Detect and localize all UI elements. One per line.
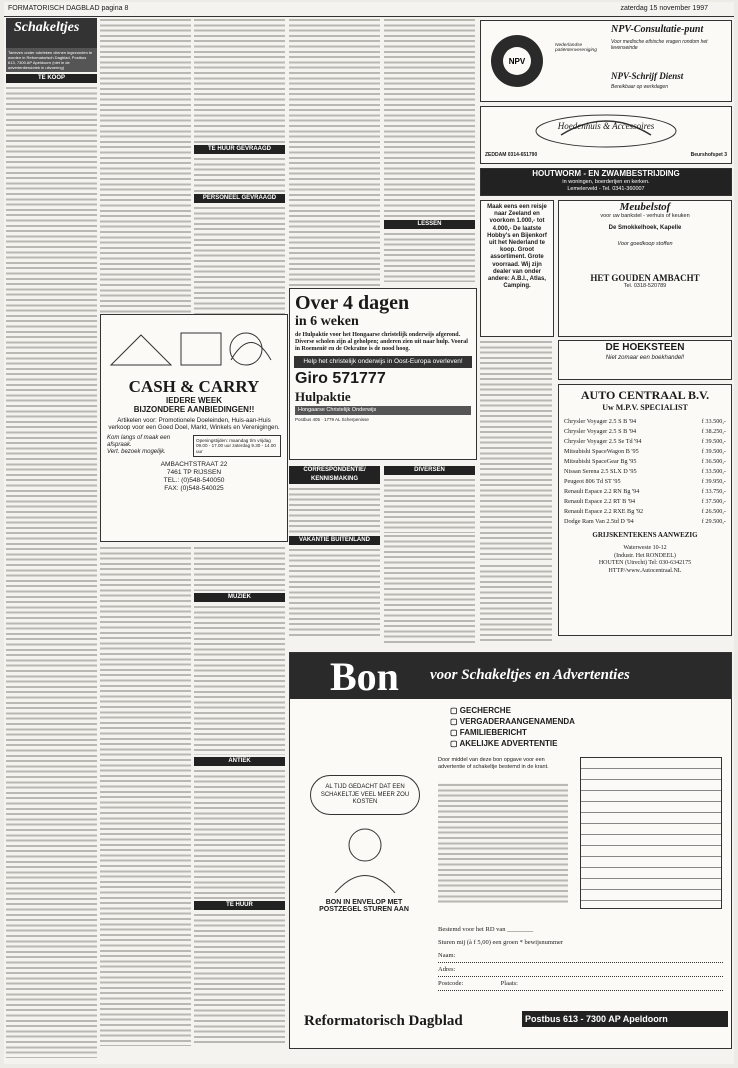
bon-sub: voor Schakeltjes en Advertenties	[430, 667, 630, 683]
classifieds-text	[384, 232, 475, 282]
bon-bubble: AL TIJD GEDACHT DAT EEN SCHAKELTJE VEEL MEER ZOU KOSTEN	[310, 775, 420, 815]
hulpaktie-title: Over 4 dagen	[295, 292, 410, 314]
hoedenhuis-foot2: Beurshofspet 3	[690, 152, 727, 158]
bon-options	[450, 705, 720, 749]
hulpaktie-foot: Postbus 405 · 1779 AL Scherpenisse	[295, 416, 369, 422]
car-price: f 29.500,-	[701, 518, 726, 525]
npv-dienst-sub: Bereikbaar op werkdagen	[611, 84, 668, 90]
hulpaktie-giro: Giro 571777	[295, 369, 386, 387]
column-5-middle	[384, 464, 475, 534]
auto-loc: Waterweste 10-12	[623, 545, 667, 551]
bon-envelope-text: BON IN ENVELOP MET POSTZEGEL STUREN AAN	[319, 899, 409, 913]
hulpaktie-name: Hulpaktie	[295, 388, 351, 404]
bon-paper: Reformatorisch Dagblad	[304, 1013, 463, 1029]
cash-addr1: AMBACHTSTRAAT 22	[160, 461, 228, 469]
car-price: f 37.500,-	[701, 498, 726, 505]
car-price: f 33.500,-	[701, 418, 726, 425]
section-te-huur: TE HUUR	[194, 901, 285, 910]
person-illustration	[310, 823, 420, 893]
classifieds-text	[289, 18, 380, 288]
cash-sub: IEDERE WEEK	[165, 396, 222, 405]
right-classifieds	[480, 340, 552, 560]
car-model: Dodge Ram Van 2.5td D '94	[564, 518, 634, 525]
car-row	[563, 437, 727, 447]
right-classifieds-2	[480, 564, 552, 644]
car-model: Renault Espace 2.2 RXE Bg '92	[564, 508, 644, 515]
classifieds-text	[480, 564, 552, 644]
classifieds-text	[384, 534, 475, 644]
hoedenhuis-ad	[480, 106, 732, 164]
car-price: f 33.750,-	[701, 488, 726, 495]
auto-mid: GRIJSKENTEKENS AANWEZIG	[592, 531, 698, 539]
car-row	[563, 487, 727, 497]
car-model: Peugeot 806 Td ST '95	[564, 478, 621, 485]
hulpaktie-band: Help het christelijk onderwijs in Oost-Europa overleven!	[294, 356, 472, 368]
car-row	[563, 457, 727, 467]
npv-logo-icon	[487, 31, 547, 91]
auto-car-table	[563, 417, 727, 527]
cash-addr2: 7461 TP RIJSSEN	[166, 469, 222, 477]
car-model: Chrysler Voyager 2.5 S B '94	[564, 418, 637, 425]
newspaper-page	[4, 2, 734, 1064]
section-lessen: LESSEN	[384, 220, 475, 229]
meubel-sub: voor uw bankstel - verhuis of keuken	[600, 213, 690, 219]
bon-title: Bon	[330, 654, 399, 699]
section-muziek: MUZIEK	[194, 593, 285, 602]
hoeksteen-title: DE HOEKSTEEN	[605, 342, 685, 353]
column-5-lower	[384, 534, 475, 644]
schakeltjes-intro: Tarieven onder rubrieken clienen ingezonden te worden in Reformatorisch Dagblad, Postbus 613, 7300 AP Apeldoorn (niet in de advertentierubriek in uitvoering)	[6, 48, 97, 72]
column-4-middle	[289, 464, 380, 534]
bon-form-name[interactable]: Naam:	[438, 949, 723, 963]
section-personeel-gevraagd: PERSONEEL GEVRAAGD	[194, 194, 285, 203]
car-row	[563, 517, 727, 527]
section-te-huur-gevraagd: TE HUUR GEVRAAGD	[194, 145, 285, 154]
npv-ad	[480, 20, 732, 102]
classifieds-text	[194, 546, 285, 591]
column-4	[289, 18, 380, 288]
car-model: Chrysler Voyager 2.5 S B '94	[564, 428, 637, 435]
car-row	[563, 417, 727, 427]
classifieds-text	[194, 18, 285, 143]
car-price: f 38.250,-	[701, 428, 726, 435]
column-2	[100, 18, 191, 318]
npv-dienst: NPV-Schrijf Dienst	[611, 71, 684, 81]
car-price: f 39.500,-	[701, 438, 726, 445]
gouden-ambacht-tel: Tel. 0318-520789	[623, 283, 667, 289]
hoedenhuis-foot: ZEDDAM 0314-651790	[485, 152, 538, 158]
section-correspondentie: CORRESPONDENTIE/ KENNISMAKING	[289, 466, 380, 484]
section-vakantie: VAKANTIE BUITENLAND	[289, 536, 380, 545]
car-row	[563, 447, 727, 457]
gouden-ambacht-title: HET GOUDEN AMBACHT	[590, 273, 700, 283]
cash-note1: Kom langs of maak een afspraak.	[107, 434, 171, 448]
car-row	[563, 477, 727, 487]
car-model: Nissan Serena 2.5 SLX D '95	[564, 468, 637, 475]
bon-option-4[interactable]: ▢ AKELIJKE ADVERTENTIE	[450, 739, 558, 748]
column-5	[384, 18, 475, 288]
cash-sub2: BIJZONDERE AANBIEDINGEN!!	[133, 405, 255, 414]
auto-loc3: HOUTEN (Utrecht) Tel: 030-6342175	[598, 560, 692, 566]
hulpaktie-ad	[289, 288, 477, 460]
classifieds-text	[384, 18, 475, 218]
npv-line: Voor medische ethische vragen rondom het levenseinde	[611, 39, 708, 51]
car-model: Mitsubishi SpaceGear Bg '95	[564, 458, 637, 465]
column-3	[194, 18, 285, 318]
page-header	[4, 2, 734, 17]
car-price: f 39.500,-	[701, 448, 726, 455]
cash-carry-illustration	[101, 315, 287, 373]
car-row	[563, 497, 727, 507]
auto-loc4: HTTP//www.Autocentraal.NL	[608, 567, 682, 574]
npv-logo-text: Nederlandse patiëntenvereniging	[555, 43, 597, 53]
classifieds-text	[384, 478, 475, 533]
hoeksteen-sub: Niet zomaar een boekhandel!	[605, 355, 685, 361]
cash-hours: Openingstijden: maandag t/m vrijdag 09.00 - 17.00 uur zaterdag 9.30 - 14.00 uur	[193, 435, 281, 457]
car-row	[563, 467, 727, 477]
hobby-text: Maak eens een reisje naar Zeeland en voorkom 1.000,- tot 4.000,- De laatste Hobby's en Bijenkorf uit het Nederland te koop. Groot assortiment. Grote voorraad. Wij zijn dealer van onder andere: A.B.I., Atlas, Camping.	[487, 204, 547, 290]
bon-header	[290, 653, 731, 699]
column-4-lower	[289, 534, 380, 644]
car-price: f 26.500,-	[701, 508, 726, 515]
meubel-extra: Voor goedkoop stoffen	[617, 241, 673, 247]
auto-loc2: (Industr. Het RONDEEL)	[614, 552, 676, 559]
bon-option-1[interactable]: ▢ GECHERCHE	[450, 706, 511, 715]
bon-form	[438, 923, 723, 991]
car-model: Renault Espace 2.2 RT B '94	[564, 498, 636, 505]
cash-carry-ad	[100, 314, 288, 542]
schakeltjes-title: Schakeltjes	[14, 20, 80, 35]
hulpaktie-mid: de Hulpaktie voor het Hongaarse christelijk onderwijs afgerond. Diverse scholen zijn al geholpen; anderen zien uit naar hulp. Vooral in Roemenië en de Oekraïne is de nood hoog.	[295, 332, 468, 352]
hoedenhuis-name: Hoedenhuis & Accessoires	[557, 121, 655, 131]
bon-pobox: Postbus 613 - 7300 AP Apeldoorn	[522, 1011, 728, 1027]
section-antiek: ANTIEK	[194, 757, 285, 766]
hulpaktie-weeks: in 6 weken	[295, 314, 359, 329]
bon-small: Door middel van deze bon opgave voor een advertentie of schakeltje bestemd in de krant.	[438, 757, 549, 770]
car-model: Renault Espace 2.2 RN Bg '94	[564, 488, 640, 495]
car-price: f 33.500,-	[701, 468, 726, 475]
auto-sub: Uw M.P.V. SPECIALIST	[602, 403, 688, 412]
bon-option-2[interactable]: ▢ VERGADERAANGENAMENDA	[450, 717, 575, 726]
bon-coupon	[289, 652, 732, 1049]
classifieds-text	[194, 605, 285, 755]
bon-form-l2: Sturen mij (à f 5,00) een groen * bewijsnummer	[438, 939, 564, 946]
column-3-lower	[194, 546, 285, 1046]
header-left: FORMATORISCH DAGBLAD pagina 8	[8, 5, 129, 12]
bon-form-post[interactable]: Postcode: Plaats:	[438, 977, 723, 991]
svg-text:NPV: NPV	[508, 57, 526, 66]
auto-title: AUTO CENTRAAL B.V.	[580, 388, 710, 402]
bon-option-3[interactable]: ▢ FAMILIEBERICHT	[450, 728, 527, 737]
hoeksteen-ad	[558, 340, 732, 380]
section-diversen: DIVERSEN	[384, 466, 475, 475]
car-model: Chrysler Voyager 2.5 Se Td '94	[564, 438, 642, 445]
meubel-title: Meubelstof	[619, 201, 671, 213]
car-price: f 36.500,-	[701, 458, 726, 465]
classifieds-text	[100, 546, 191, 1046]
hulpaktie-sub: Hongaarse Christelijk Onderwijs	[295, 406, 471, 415]
header-right: zaterdag 15 november 1997	[620, 5, 708, 12]
npv-title: NPV-Consultatie-punt	[611, 24, 704, 35]
classifieds-text	[194, 157, 285, 192]
bon-form-addr[interactable]: Adres:	[438, 963, 723, 977]
classifieds-text	[289, 487, 380, 534]
hobby-ad	[480, 200, 554, 337]
cash-fax: FAX: (0)548-540025	[164, 485, 224, 493]
houtworm-title: HOUTWORM - EN ZWAMBESTRIJDING	[532, 169, 680, 178]
cash-carry-title: CASH & CARRY	[128, 377, 260, 396]
bon-instructions	[438, 783, 568, 903]
car-price: f 39.950,-	[701, 478, 726, 485]
cash-items: Artikelen voor: Promotionele Doeleinden, Huis-aan-Huis verkoop voor een Goed Doel, Markt, Winkels en Verenigingen.	[108, 417, 280, 432]
cash-tel: TEL.: (0)548-540050	[163, 477, 225, 485]
bon-form-l1: Bestemd voor het RD van ________	[438, 926, 534, 933]
classifieds-text	[194, 206, 285, 316]
column-1	[6, 18, 97, 1058]
classifieds-text	[194, 769, 285, 899]
classifieds-text	[6, 86, 97, 1058]
meubel-ad	[558, 200, 732, 337]
bon-text-grid[interactable]	[580, 757, 722, 909]
houtworm-ad	[480, 168, 732, 196]
meubel-items: De Smokkelhoek, Kapelle	[608, 225, 682, 231]
car-model: Mitsubishi SpaceWagon B '95	[564, 448, 639, 455]
classifieds-text	[194, 913, 285, 1046]
schakeltjes-banner	[6, 18, 97, 48]
classifieds-text	[289, 548, 380, 638]
car-row	[563, 427, 727, 437]
column-2-lower	[100, 546, 191, 1046]
houtworm-addr: Lemelerveld - Tel. 0341-360007	[567, 186, 645, 192]
classifieds-text	[480, 340, 552, 560]
classifieds-text	[100, 18, 191, 318]
cash-note2: Vert. bezoek mogelijk.	[107, 448, 166, 455]
section-te-koop: TE KOOP	[6, 74, 97, 83]
houtworm-sub: in woningen, boerderijen en kerken.	[562, 179, 650, 185]
auto-centraal-ad	[558, 384, 732, 636]
car-row	[563, 507, 727, 517]
